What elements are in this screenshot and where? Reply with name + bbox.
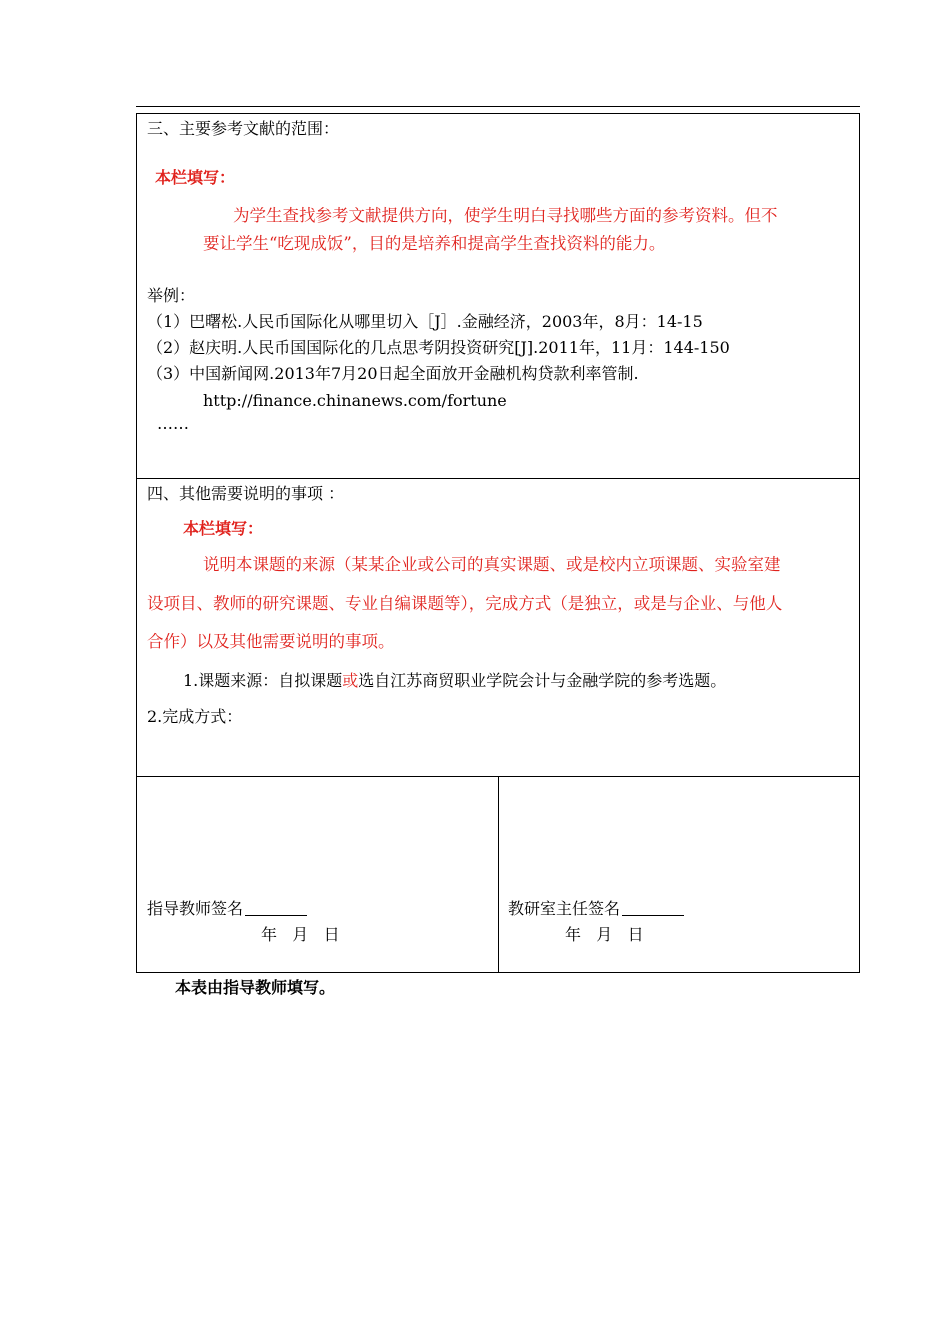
- completion-method-item: 2.完成方式：: [147, 707, 243, 726]
- reference-item-3: （3）中国新闻网.2013年7月20日起全面放开金融机构贷款利率管制.: [147, 364, 639, 383]
- reference-ellipsis: ……: [157, 414, 189, 433]
- reference-item-1: （1）巴曙松.人民币国际化从哪里切入［J］.金融经济，2003年，8月：14-15: [147, 312, 703, 331]
- advisor-date-month: 月: [292, 925, 309, 944]
- source-item-post: 选自江苏商贸职业学院会计与金融学院的参考选题。: [358, 671, 727, 690]
- director-signature-line: [622, 899, 684, 916]
- section3-desc-line2: 要让学生“吃现成饭”，目的是培养和提高学生查找资料的能力。: [203, 234, 666, 253]
- advisor-date-day: 日: [323, 925, 340, 944]
- section4-desc-line1: 说明本课题的来源（某某企业或公司的真实课题、或是校内立项课题、实验室建: [203, 555, 781, 574]
- top-rule: [136, 106, 860, 107]
- source-item-pre: 1.课题来源：自拟课题: [183, 671, 343, 690]
- section3-fill-label: 本栏填写：: [155, 168, 236, 187]
- section4-fill-label: 本栏填写：: [183, 519, 264, 538]
- advisor-signature-line: [245, 899, 307, 916]
- advisor-date: [261, 925, 340, 945]
- form-table: [136, 113, 860, 973]
- advisor-date-year: 年: [261, 925, 278, 944]
- example-label: 举例：: [147, 286, 196, 305]
- source-item: [183, 671, 726, 691]
- director-signature: [508, 899, 684, 919]
- advisor-signature: [147, 899, 307, 919]
- director-date-day: 日: [627, 925, 644, 944]
- director-date: [565, 925, 644, 945]
- section4-desc-line3: 合作）以及其他需要说明的事项。: [147, 632, 395, 651]
- section4-desc-line2: 设项目、教师的研究课题、专业自编课题等），完成方式（是独立，或是与企业、与他人: [147, 594, 783, 613]
- column-divider: [498, 776, 499, 972]
- reference-url: http://finance.chinanews.com/fortune: [203, 391, 507, 410]
- row-divider: [137, 478, 859, 479]
- source-item-or: 或: [342, 671, 359, 690]
- director-date-year: 年: [565, 925, 582, 944]
- director-date-month: 月: [596, 925, 613, 944]
- reference-item-2: （2）赵庆明.人民币国国际化的几点思考阴投资研究[J].2011年，11月：144-150: [147, 338, 730, 357]
- section4-heading: 四、其他需要说明的事项 ：: [147, 484, 345, 503]
- director-signature-label: 教研室主任签名: [508, 899, 621, 918]
- advisor-signature-label: 指导教师签名: [147, 899, 244, 918]
- section3-heading: 三、主要参考文献的范围：: [147, 119, 340, 138]
- footer-note: 本表由指导教师填写。: [175, 978, 336, 997]
- section3-desc-line1: 为学生查找参考文献提供方向，使学生明白寻找哪些方面的参考资料。但不: [233, 206, 778, 225]
